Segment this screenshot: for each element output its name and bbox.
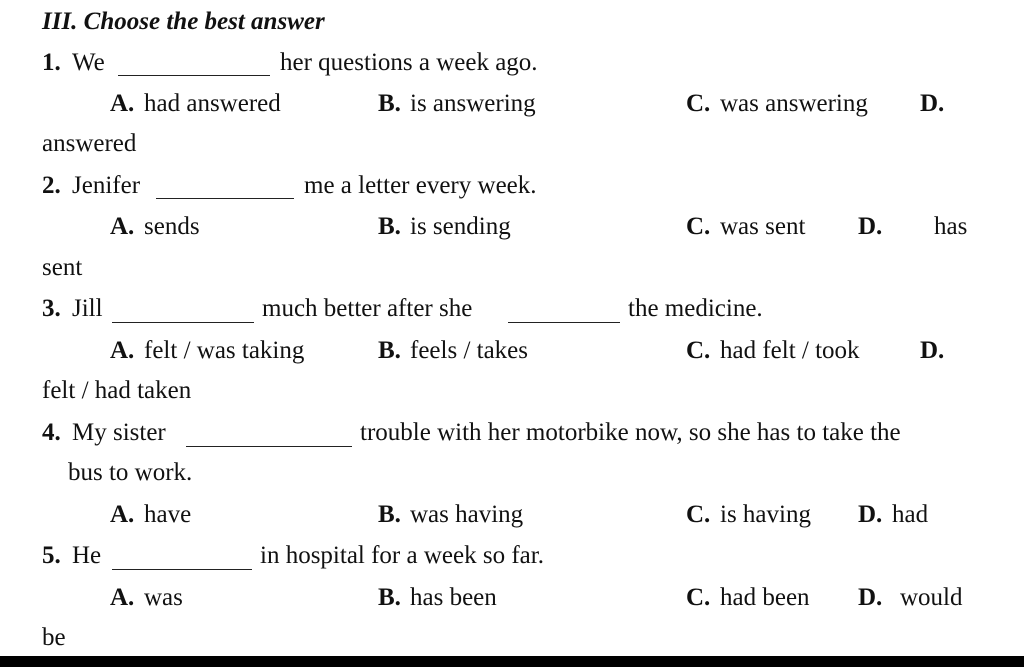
q1-number: 1. xyxy=(42,49,61,76)
q5-option-d-text-continued: be xyxy=(42,624,66,651)
q2-option-b-text: is sending xyxy=(410,213,511,240)
q5-option-c-letter: C. xyxy=(686,584,711,611)
q2-stem-end: me a letter every week. xyxy=(304,172,537,199)
q4-option-d-text: had xyxy=(892,501,929,528)
q4-option-b-letter: B. xyxy=(378,501,401,528)
q3-stem-middle: much better after she xyxy=(262,295,473,322)
q5-option-b-letter: B. xyxy=(378,584,401,611)
q1-option-b-text: is answering xyxy=(410,90,536,117)
q2-option-d-letter: D. xyxy=(858,213,883,240)
q2-blank xyxy=(156,198,294,199)
q2-number: 2. xyxy=(42,172,61,199)
q4-number: 4. xyxy=(42,419,61,446)
q5-option-b-text: has been xyxy=(410,584,497,611)
q4-option-b-text: was having xyxy=(410,501,524,528)
q4-option-a-letter: A. xyxy=(110,501,135,528)
q1-option-c-text: was answering xyxy=(720,90,868,117)
q4-option-d-letter: D. xyxy=(858,501,883,528)
q5-blank xyxy=(112,569,252,570)
q5-stem-end: in hospital for a week so far. xyxy=(260,542,544,569)
q2-option-a-letter: A. xyxy=(110,213,135,240)
q5-option-c-text: had been xyxy=(720,584,810,611)
bottom-black-bar xyxy=(0,656,1024,667)
q3-option-b-letter: B. xyxy=(378,337,401,364)
q1-option-c-letter: C. xyxy=(686,90,711,117)
q3-number: 3. xyxy=(42,295,61,322)
q3-stem-start: Jill xyxy=(72,295,103,322)
q4-stem-start: My sister xyxy=(72,419,166,446)
q4-option-c-text: is having xyxy=(720,501,811,528)
q3-blank-2 xyxy=(508,322,620,323)
q5-option-a-text: was xyxy=(144,584,183,611)
q4-option-c-letter: C. xyxy=(686,501,711,528)
q3-option-d-letter: D. xyxy=(920,337,945,364)
q2-stem-start: Jenifer xyxy=(72,172,141,199)
q4-option-a-text: have xyxy=(144,501,192,528)
q3-option-c-letter: C. xyxy=(686,337,711,364)
section-title: III. Choose the best answer xyxy=(42,8,325,35)
q5-number: 5. xyxy=(42,542,61,569)
q3-blank-1 xyxy=(112,322,254,323)
q4-stem-middle: trouble with her motorbike now, so she has to take the xyxy=(360,419,901,446)
q1-option-a-letter: A. xyxy=(110,90,135,117)
q5-option-d-letter: D. xyxy=(858,584,883,611)
q1-option-b-letter: B. xyxy=(378,90,401,117)
q3-option-d-text: felt / had taken xyxy=(42,377,192,404)
q2-option-a-text: sends xyxy=(144,213,200,240)
q2-option-c-text: was sent xyxy=(720,213,806,240)
q4-stem-end: bus to work. xyxy=(68,459,193,486)
q5-option-d-text: would xyxy=(900,584,963,611)
q1-stem-start: We xyxy=(72,49,105,76)
q3-stem-end: the medicine. xyxy=(628,295,763,322)
q4-blank xyxy=(186,446,352,447)
q2-option-c-letter: C. xyxy=(686,213,711,240)
q3-option-a-letter: A. xyxy=(110,337,135,364)
q1-stem-end: her questions a week ago. xyxy=(280,49,538,76)
q1-option-d-letter: D. xyxy=(920,90,945,117)
q1-option-d-text: answered xyxy=(42,130,137,157)
q3-option-c-text: had felt / took xyxy=(720,337,860,364)
q3-option-b-text: feels / takes xyxy=(410,337,529,364)
q3-option-a-text: felt / was taking xyxy=(144,337,305,364)
q1-blank xyxy=(118,75,270,76)
q1-option-a-text: had answered xyxy=(144,90,281,117)
q2-option-d-text: has xyxy=(934,213,968,240)
q2-option-d-text-continued: sent xyxy=(42,254,83,281)
q2-option-b-letter: B. xyxy=(378,213,401,240)
q5-stem-start: He xyxy=(72,542,102,569)
q5-option-a-letter: A. xyxy=(110,584,135,611)
